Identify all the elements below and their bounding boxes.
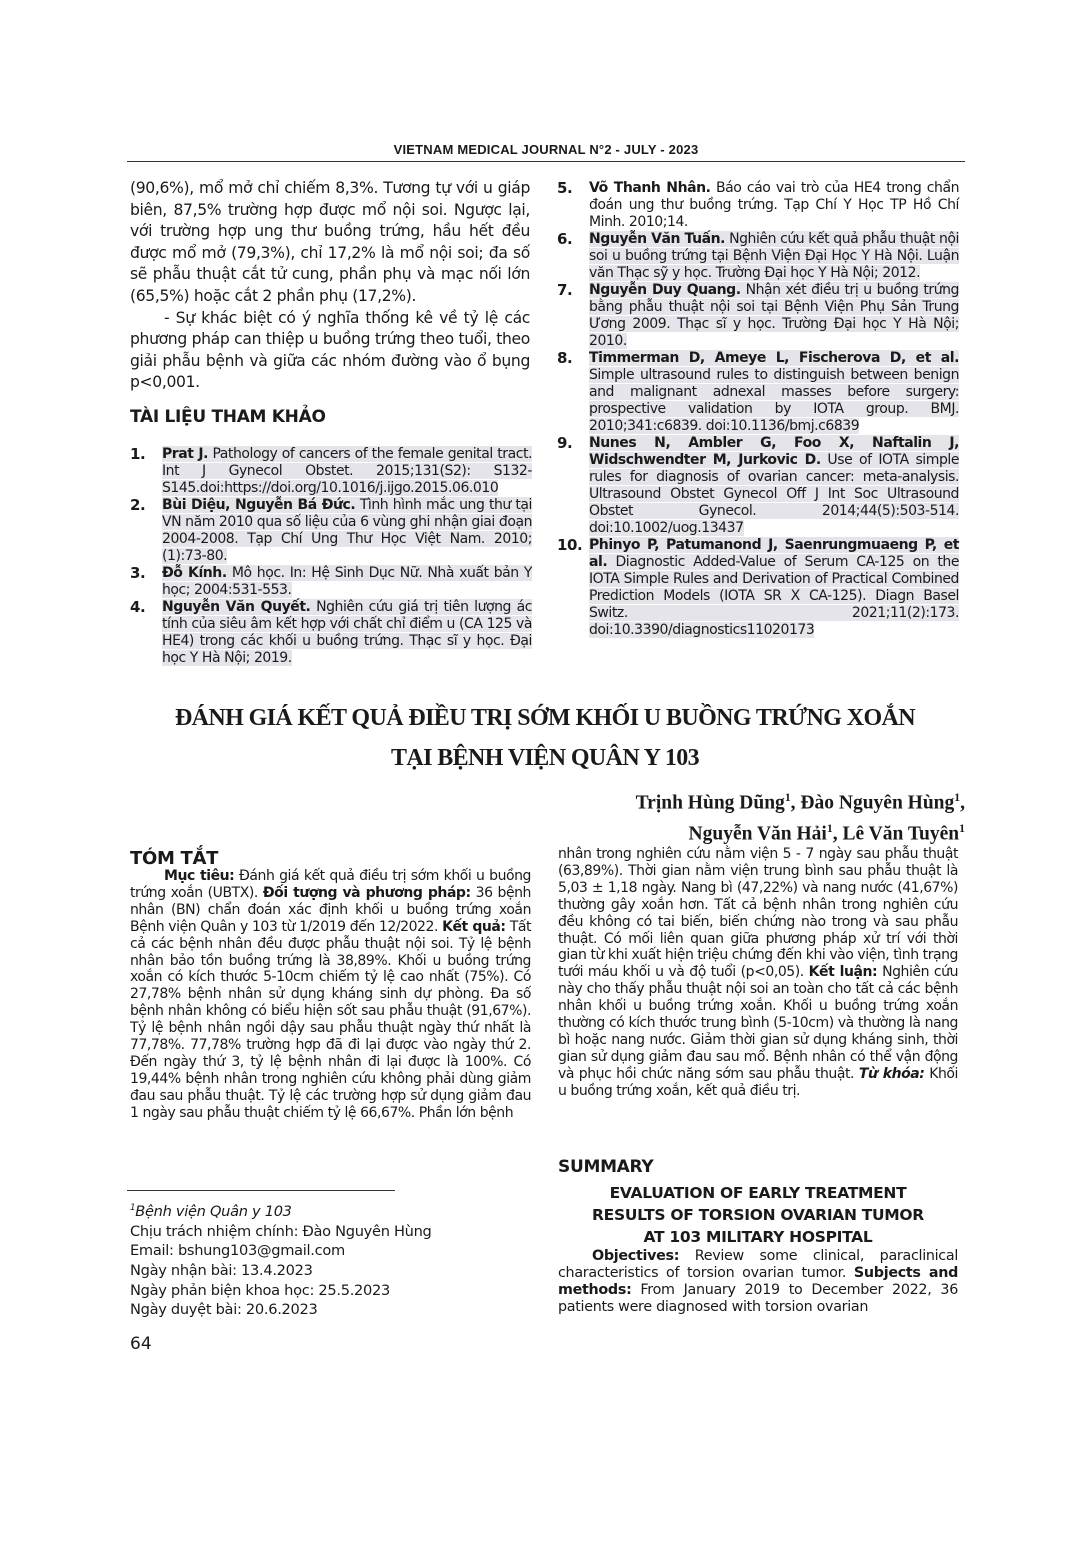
paragraph: (90,6%), mổ mở chỉ chiếm 8,3%. Tương tự với u giáp biên, 87,5% trường hợp được mổ nội soi. Ngược lại, với trường hợp ung thư buồng trứng, hầu hết đều được mổ mở (79,3%), chỉ 17,2% là mổ nội soi; đa số sẽ phẫu thuật cắt tử cung, phần phụ và mạc nối lớn (65,5%) hoặc cắt 2 phần phụ (17,2%). — [130, 179, 530, 305]
author-affiliation: 1 — [959, 821, 965, 835]
reference-number: 8. — [557, 349, 573, 367]
left-column-continuation — [130, 178, 530, 428]
reference-text — [589, 231, 959, 282]
header-divider — [127, 161, 965, 162]
article-title — [120, 698, 970, 778]
abstract-text: Khối u buồng trứng xoắn, kết quả điều trị. — [558, 1065, 958, 1099]
review-date: Ngày phản biện khoa học: 25.5.2023 — [130, 1281, 390, 1299]
reference-item — [557, 231, 959, 282]
author-name: Đào Nguyên Hùng — [800, 792, 955, 814]
reference-authors: Nunes N, Ambler G, Foo X, Naftalin J, Widschwendter M, Jurkovic D. — [589, 435, 959, 468]
reference-item — [557, 350, 959, 435]
reference-authors: Timmerman D, Ameye L, Fischerova D, et al. — [589, 350, 959, 366]
separator: , — [960, 792, 965, 814]
reference-text — [162, 599, 532, 667]
separator: , — [790, 792, 801, 814]
references-list-right — [557, 180, 959, 639]
author-affiliation: 1 — [784, 791, 791, 804]
abstract-left — [130, 868, 531, 1122]
paragraph: - Sự khác biệt có ý nghĩa thống kê về tỷ lệ các phương pháp can thiệp u buồng trứng theo tuổi, theo giải phẫu bệnh và giữa các nhóm đường vào ổ bụng p<0,001. — [130, 308, 530, 392]
reference-item — [130, 446, 532, 497]
reference-citation: Nhận xét điều trị u buồng trứng bằng phẫu thuật nội soi tại Bệnh Viện Phụ Sản Trung Ương 2009. Thạc sĩ y học. Trường Đại học Y Hà Nội; 2010. — [589, 282, 959, 349]
reference-authors: Đỗ Kính. — [162, 565, 227, 581]
title-line: TẠI BỆNH VIỆN QUÂN Y 103 — [390, 745, 700, 771]
reference-text — [589, 180, 959, 231]
abstract-text: 36 bệnh nhân (BN) chẩn đoán xác định khối u buồng trứng xoắn Bệnh viện Quân y 103 từ 1/2019 đến 12/2022. — [130, 884, 531, 935]
abstract-text: nhân trong nghiên cứu nằm viện 5 - 7 ngày sau phẫu thuật (63,89%). Thời gian nằm viện trung bình sau phẫu thuật là 5,03 ± 1,18 ngày. Nang bì (47,22%) và nang nước (41,67%) thường gây xoắn hơn. Tất cả bệnh nhân trong nghiên cứu đều không có tai biến, biến chứng nào trong và sau phẫu thuật. Có mối liên quan giữa phương pháp xử trí với thời gian từ khi xuất hiện triệu chứng đến khi vào viện, tình trạng tưới máu khối u và độ tuổi (p<0,05). — [558, 846, 958, 981]
reference-text — [589, 537, 959, 639]
reference-citation: Simple ultrasound rules to distinguish between benign and malignant adnexal masses before surgery: prospective validation by IOTA group. BMJ. 2010;341:c6839. doi:10.1136/bmj.c6839 — [589, 367, 959, 434]
reference-citation: Nghiên cứu kết quả phẫu thuật nội soi u buồng trứng tại Bệnh Viện Đại Học Y Hà Nội. Luận văn Thạc sỹ y học. Trường Đại học Y Hà Nội; 2012. — [589, 231, 959, 281]
footnote-divider — [127, 1190, 395, 1191]
reference-authors: Prat J. — [162, 446, 208, 462]
reference-citation: Diagnostic Added-Value of Serum CA-125 on the IOTA Simple Rules and Derivation of Practical Combined Prediction Models (IOTA SR X CA-125). Diagn Basel Switz. 2021;11(2):173. doi:10.3390/diagnostics11020173 — [589, 554, 959, 638]
corresponding-author: Chịu trách nhiệm chính: Đào Nguyên Hùng — [130, 1222, 432, 1240]
reference-item — [557, 282, 959, 350]
summary-heading: SUMMARY — [558, 1157, 654, 1177]
reference-authors: Võ Thanh Nhân. — [589, 180, 711, 196]
reference-item — [557, 435, 959, 537]
received-date: Ngày nhận bài: 13.4.2023 — [130, 1261, 313, 1279]
summary-title-line: AT 103 MILITARY HOSPITAL — [643, 1228, 873, 1246]
author-name: Trịnh Hùng Dũng — [635, 792, 785, 814]
references-list-left — [130, 446, 532, 667]
abstract-label: Subjects and methods: — [558, 1264, 959, 1298]
author-name: Nguyễn Văn Hải — [688, 823, 827, 844]
reference-citation: Nghiên cứu giá trị tiên lượng ác tính của siêu âm kết hợp với chất chỉ điểm u (CA 125 và HE4) trong các khối u buồng trứng. Thạc sĩ y học. Đại học Y Hà Nội; 2019. — [162, 599, 533, 666]
reference-number: 3. — [130, 564, 146, 582]
reference-authors: Phinyo P, Patumanond J, Saenrungmuaeng P, et al. — [589, 537, 959, 570]
reference-item — [130, 497, 532, 565]
affiliation-number: 1 — [130, 1203, 136, 1213]
abstract-label: Mục tiêu: — [164, 868, 235, 884]
accepted-date: Ngày duyệt bài: 20.6.2023 — [130, 1301, 318, 1319]
summary-title-line: RESULTS OF TORSION OVARIAN TUMOR — [592, 1206, 924, 1224]
reference-number: 1. — [130, 445, 146, 463]
reference-citation: Báo cáo vai trò của HE4 trong chẩn đoán ung thư buồng trứng. Tạp Chí Y Học TP Hồ Chí Minh. 2010;14. — [589, 180, 959, 230]
reference-authors: Nguyễn Duy Quang. — [589, 282, 741, 298]
reference-number: 7. — [557, 281, 573, 299]
abstract-label: Từ khóa: — [858, 1065, 925, 1082]
reference-number: 10. — [557, 536, 583, 554]
reference-citation: Use of IOTA simple rules for diagnosis of ovarian cancer: meta-analysis. Ultrasound Obstet Gynecol Off J Int Soc Ultrasound Obstet Gynecol. 2014;44(5):503-514. doi:10.1002/uog.13437 — [589, 452, 959, 536]
reference-number: 9. — [557, 434, 573, 452]
reference-number: 6. — [557, 230, 573, 248]
abstract-text: From January 2019 to December 2022, 36 patients were diagnosed with torsion ovarian — [558, 1281, 958, 1315]
reference-item — [130, 599, 532, 667]
abstract-label: Kết quả: — [442, 918, 506, 935]
email: Email: bshung103@gmail.com — [130, 1242, 345, 1260]
abstract-label: Kết luận: — [808, 964, 878, 981]
affiliation: Bệnh viện Quân y 103 — [135, 1202, 292, 1220]
reference-citation: Tình hình mắc ung thư tại VN năm 2010 qua số liệu của 6 vùng ghi nhận giai đoạn 2004-2008. Tạp Chí Ung Thư Học Việt Nam. 2010;(1):73-80. — [162, 497, 532, 564]
author-list — [636, 785, 965, 846]
abstract-label: Đối tượng và phương pháp: — [262, 884, 471, 901]
abstract-text: Đánh giá kết quả điều trị sớm khối u buồng trứng xoắn (UBTX). — [130, 868, 531, 901]
reference-item — [557, 537, 959, 639]
abstract-text: Review some clinical, paraclinical characteristics of torsion ovarian tumor. — [558, 1248, 958, 1281]
abstract-right — [558, 846, 958, 1100]
reference-text — [589, 350, 959, 435]
reference-authors: Nguyễn Văn Quyết. — [162, 599, 311, 615]
reference-item — [557, 180, 959, 231]
author-affiliation: 1 — [826, 821, 833, 835]
reference-citation: Mô học. In: Hệ Sinh Dục Nữ. Nhà xuất bản Y học; 2004:531-553. — [162, 565, 532, 598]
title-line: ĐÁNH GIÁ KẾT QUẢ ĐIỀU TRỊ SỚM KHỐI U BUỒNG TRỨNG XOẮN — [174, 705, 916, 731]
abstract-text: Nghiên cứu này cho thấy phẫu thuật nội soi an toàn cho tất cả các bệnh nhân khối u buồng trứng xoắn. Khối u buồng trứng xoắn thường có kích thước trung bình (5-10cm) và thường là nang bì hoặc nang nước. Giảm thời gian sử dụng kháng sinh, thời gian sử dụng giảm đau sau mổ. Bệnh nhân có thể vận động và phục hồi chức năng sớm sau phẫu thuật. — [558, 964, 959, 1082]
author-affiliation: 1 — [954, 791, 961, 804]
summary-body — [558, 1248, 958, 1316]
abstract-label: Objectives: — [592, 1248, 680, 1264]
reference-text — [589, 435, 959, 537]
reference-text — [589, 282, 959, 350]
reference-citation: Pathology of cancers of the female genital tract. Int J Gynecol Obstet. 2015;131(S2): S132-S145.doi:https://doi.org/10.1016/j.ijgo.2015.06.010 — [162, 446, 532, 496]
reference-item — [130, 565, 532, 599]
reference-text — [162, 446, 532, 497]
author-name: Lê Văn Tuyên — [842, 823, 960, 844]
reference-text — [162, 497, 532, 565]
reference-number: 5. — [557, 179, 573, 197]
summary-title — [558, 1182, 958, 1248]
separator: , — [832, 823, 843, 844]
page-number: 64 — [130, 1334, 152, 1354]
summary-title-line: EVALUATION OF EARLY TREATMENT — [609, 1184, 907, 1202]
footnote — [130, 1199, 432, 1320]
abstract-heading: TÓM TẮT — [130, 848, 219, 869]
reference-authors: Nguyễn Văn Tuấn. — [589, 231, 725, 247]
references-heading: TÀI LIỆU THAM KHẢO — [130, 406, 326, 427]
reference-number: 4. — [130, 598, 146, 616]
journal-header: VIETNAM MEDICAL JOURNAL N°2 - JULY - 2023 — [393, 142, 699, 157]
abstract-text: Tất cả các bệnh nhân đều được phẫu thuật nội soi. Tỷ lệ bệnh nhân bảo tồn buồng trứng là 38,89%. Khối u buồng trứng xoắn có kích thước 5-10cm chiếm tỷ lệ cao nhất (75%). Có 27,78% bệnh nhân sử dụng kháng sinh dự phòng. Đa số bệnh nhân không có biểu hiện sốt sau phẫu thuật (91,67%). Tỷ lệ bệnh nhân ngồi dậy sau phẫu thuật ngày thứ nhất là 77,78%. 77,78% trường hợp đã đi lại được vào ngày thứ 2. Đến ngày thứ 3, tỷ lệ bệnh nhân đi lại được là 100%. Có 19,44% bệnh nhân trong nghiên cứu không phải dùng giảm đau sau phẫu thuật. Tỷ lệ các trường hợp sử dụng giảm đau 1 ngày sau phẫu thuật chiếm tỷ lệ 66,67%. Phần lớn bệnh — [130, 918, 531, 1121]
reference-authors: Bùi Diệu, Nguyễn Bá Đức. — [162, 497, 356, 513]
reference-number: 2. — [130, 496, 146, 514]
reference-text — [162, 565, 532, 599]
